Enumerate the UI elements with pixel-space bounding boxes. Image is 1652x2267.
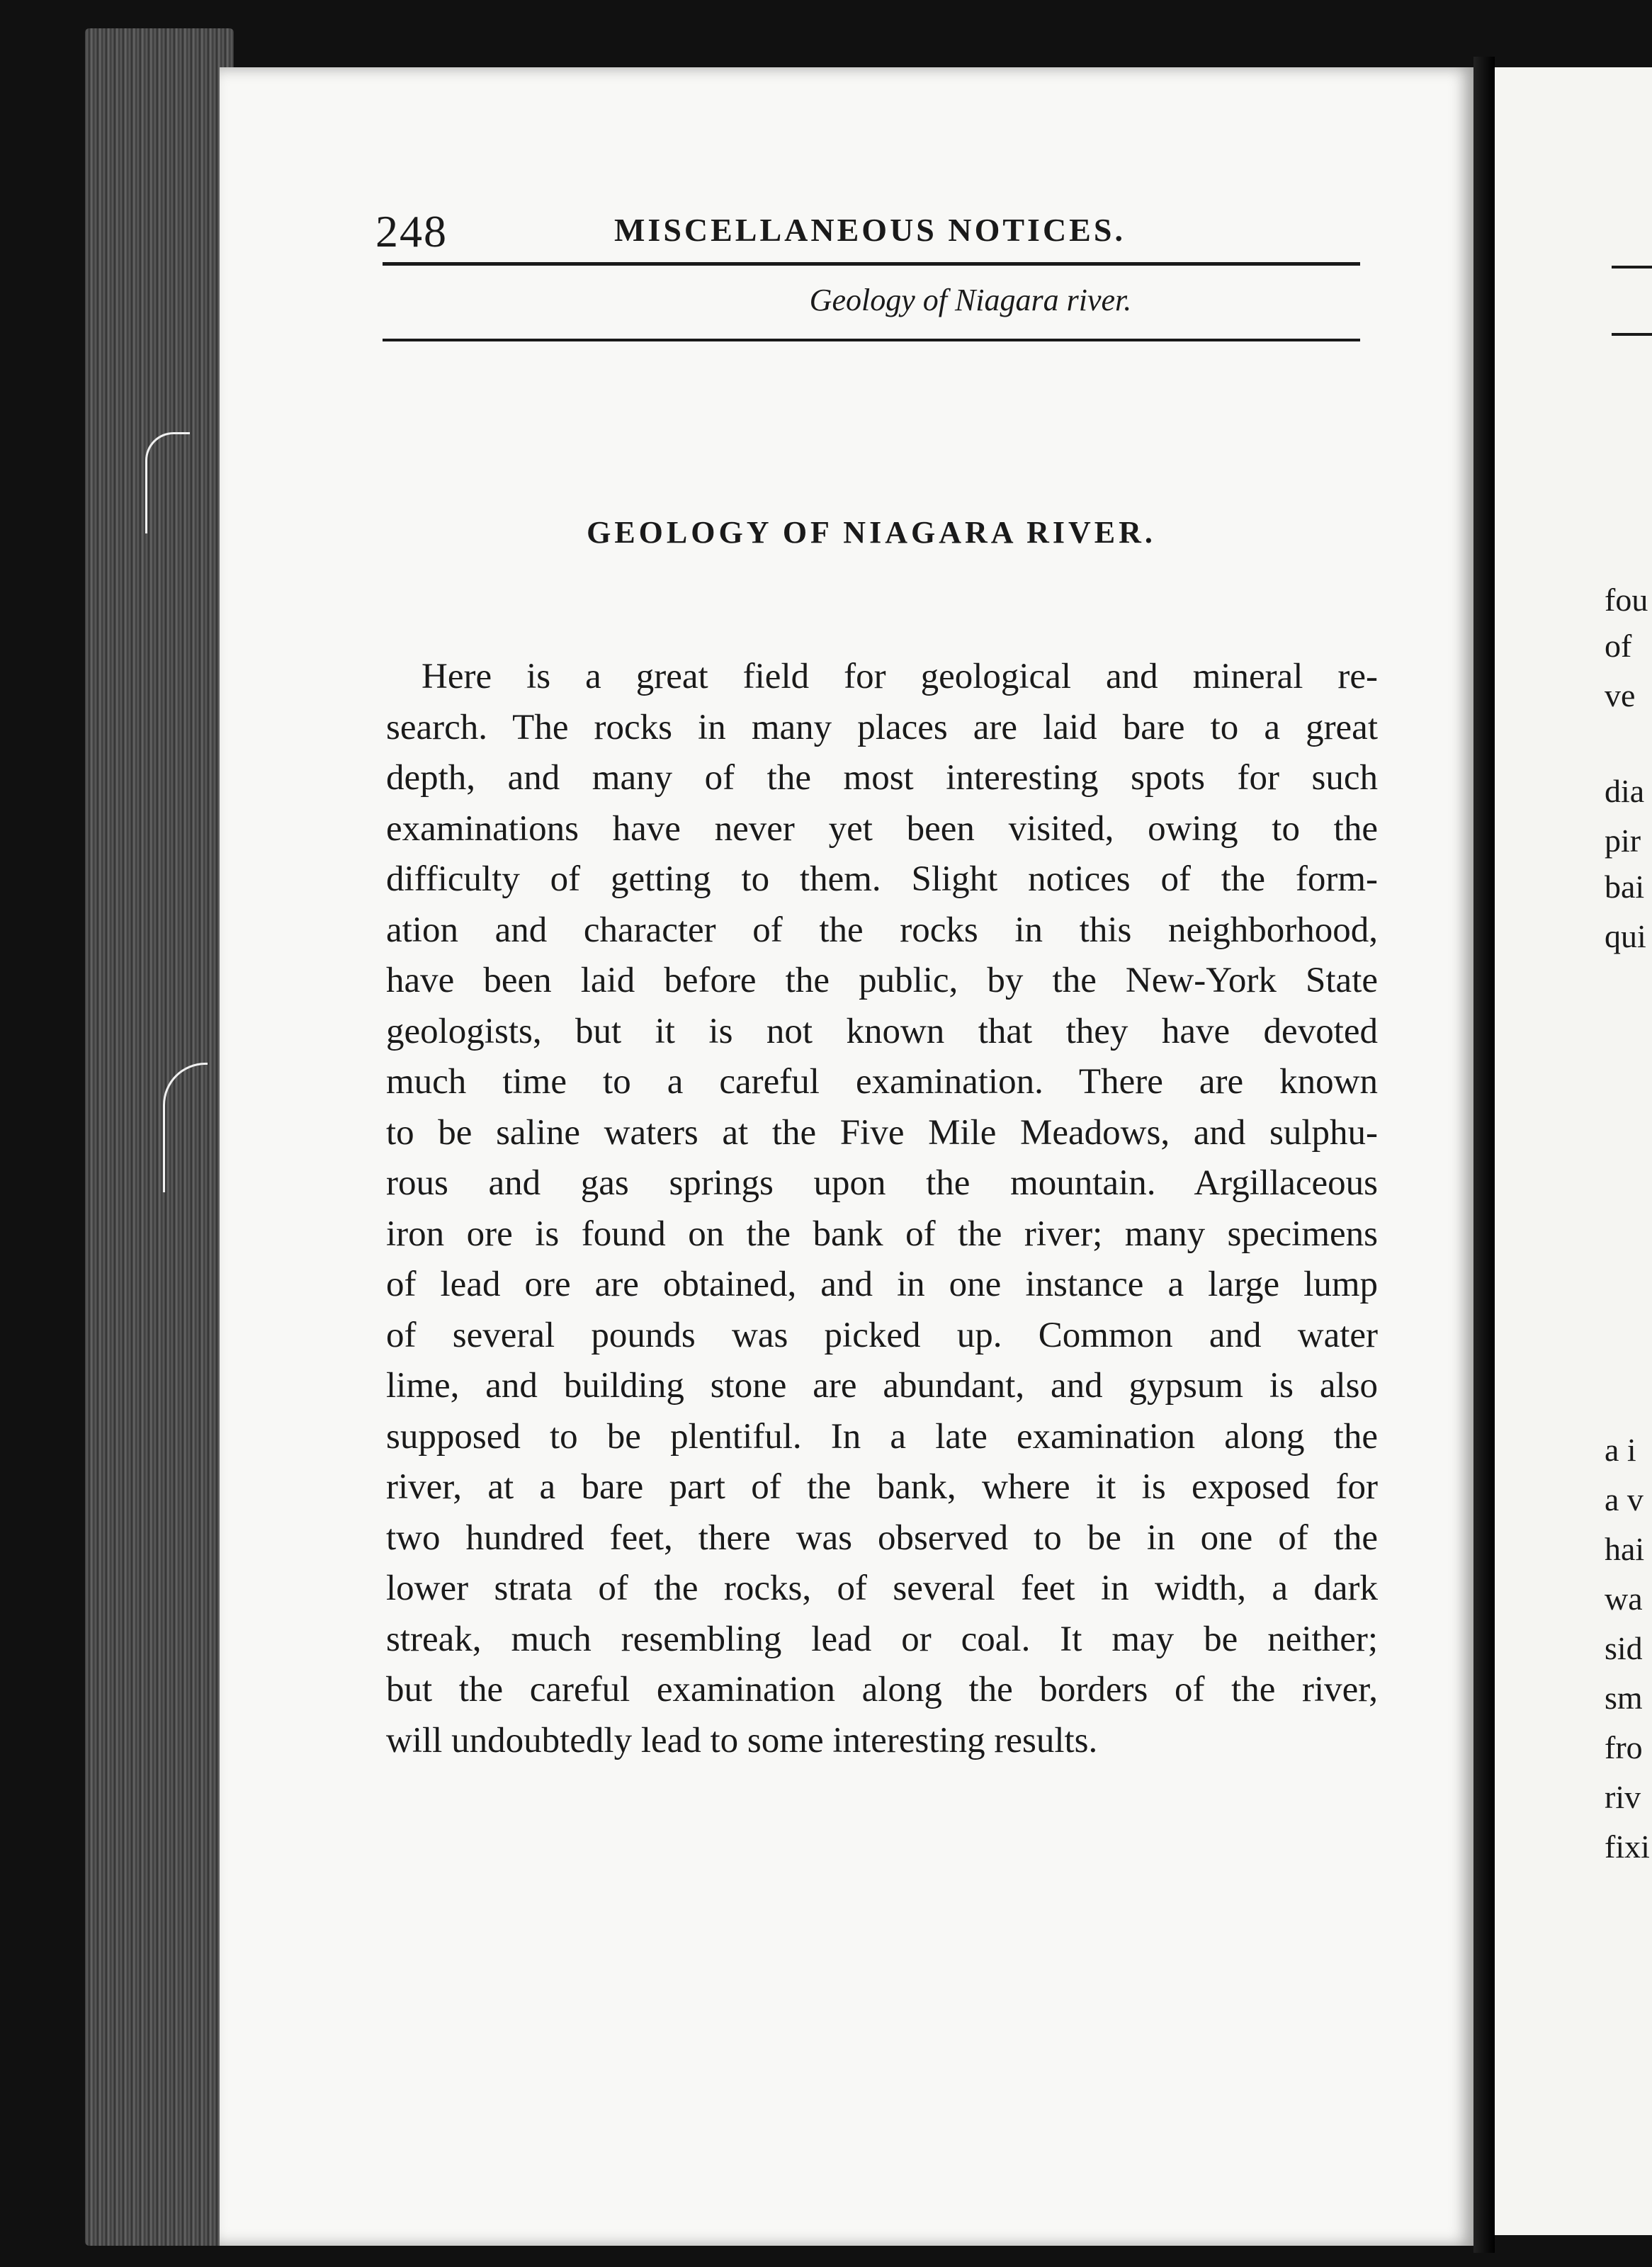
right-page-fragment: a i bbox=[1605, 1432, 1636, 1468]
body-line: two hundred feet, there was observed to be in one of the bbox=[386, 1517, 1378, 1558]
body-line: Here is a great field for geological and mineral re- bbox=[422, 657, 1378, 696]
right-page-fragment: fro bbox=[1605, 1729, 1643, 1765]
body-line: iron ore is found on the bank of the river; many specimens bbox=[386, 1214, 1378, 1254]
article-body bbox=[386, 652, 1378, 1766]
running-head bbox=[375, 205, 1360, 262]
body-line: supposed to be plentiful. In a late examination along the bbox=[386, 1416, 1378, 1457]
right-page-rule-bottom bbox=[1612, 333, 1652, 336]
running-title: MISCELLANEOUS NOTICES. bbox=[614, 212, 1126, 248]
section-subhead: Geology of Niagara river. bbox=[809, 283, 1132, 317]
right-page-fragment: pir bbox=[1605, 822, 1641, 859]
header-rule-top bbox=[383, 262, 1360, 266]
body-line: search. The rocks in many places are laid bare to a great bbox=[386, 707, 1378, 747]
body-line: geologists, but it is not known that they have devoted bbox=[386, 1011, 1378, 1051]
body-line: will undoubtedly lead to some interesting results. bbox=[386, 1720, 1098, 1760]
body-line: much time to a careful examination. There are known bbox=[386, 1062, 1378, 1102]
page-number: 248 bbox=[375, 206, 448, 256]
article-title: GEOLOGY OF NIAGARA RIVER. bbox=[587, 515, 1156, 550]
book-spine-edge bbox=[85, 28, 234, 2246]
right-page-edge bbox=[1495, 67, 1652, 2235]
right-page-fragment: bai bbox=[1605, 869, 1645, 905]
right-page-fragment: sid bbox=[1605, 1630, 1643, 1666]
right-page-fragment: fixi bbox=[1605, 1828, 1650, 1865]
body-line: of several pounds was picked up. Common and water bbox=[386, 1315, 1378, 1355]
body-line: lower strata of the rocks, of several feet in width, a dark bbox=[386, 1568, 1378, 1608]
right-page-fragment: sm bbox=[1605, 1680, 1643, 1716]
right-page-fragment: a v bbox=[1605, 1481, 1643, 1517]
body-line: but the careful examination along the borders of the river, bbox=[386, 1670, 1378, 1709]
right-page-fragment: riv bbox=[1605, 1779, 1641, 1815]
scan-mark bbox=[145, 432, 190, 533]
scan-mark bbox=[163, 1063, 208, 1192]
body-line: streak, much resembling lead or coal. It may be neither; bbox=[386, 1619, 1378, 1659]
book-gutter bbox=[1473, 57, 1495, 2253]
right-page-fragment: ve bbox=[1605, 677, 1636, 713]
body-line: of lead ore are obtained, and in one instance a large lump bbox=[386, 1265, 1378, 1304]
body-line: rous and gas springs upon the mountain. Argillaceous bbox=[386, 1163, 1378, 1203]
header-rule-bottom bbox=[383, 339, 1360, 341]
right-page-fragment: wa bbox=[1605, 1581, 1643, 1617]
body-line: lime, and building stone are abundant, and gypsum is also bbox=[386, 1366, 1378, 1406]
right-page-fragment: qui bbox=[1605, 918, 1646, 954]
right-page-rule-top bbox=[1612, 266, 1652, 268]
right-page-fragment: hai bbox=[1605, 1531, 1645, 1567]
body-line: river, at a bare part of the bank, where it is exposed for bbox=[386, 1467, 1378, 1507]
body-line: examinations have never yet been visited, owing to the bbox=[386, 808, 1378, 849]
right-page-fragment: dia bbox=[1605, 773, 1645, 809]
right-page-fragment: fou bbox=[1605, 582, 1648, 618]
body-line: have been laid before the public, by the New-York State bbox=[386, 961, 1378, 1000]
body-line: to be saline waters at the Five Mile Meadows, and sulphu- bbox=[386, 1112, 1378, 1153]
body-line: difficulty of getting to them. Slight notices of the form- bbox=[386, 859, 1378, 899]
body-line: depth, and many of the most interesting spots for such bbox=[386, 758, 1378, 798]
body-line: ation and character of the rocks in this neighborhood, bbox=[386, 910, 1378, 950]
right-page-fragment: of bbox=[1605, 628, 1632, 664]
